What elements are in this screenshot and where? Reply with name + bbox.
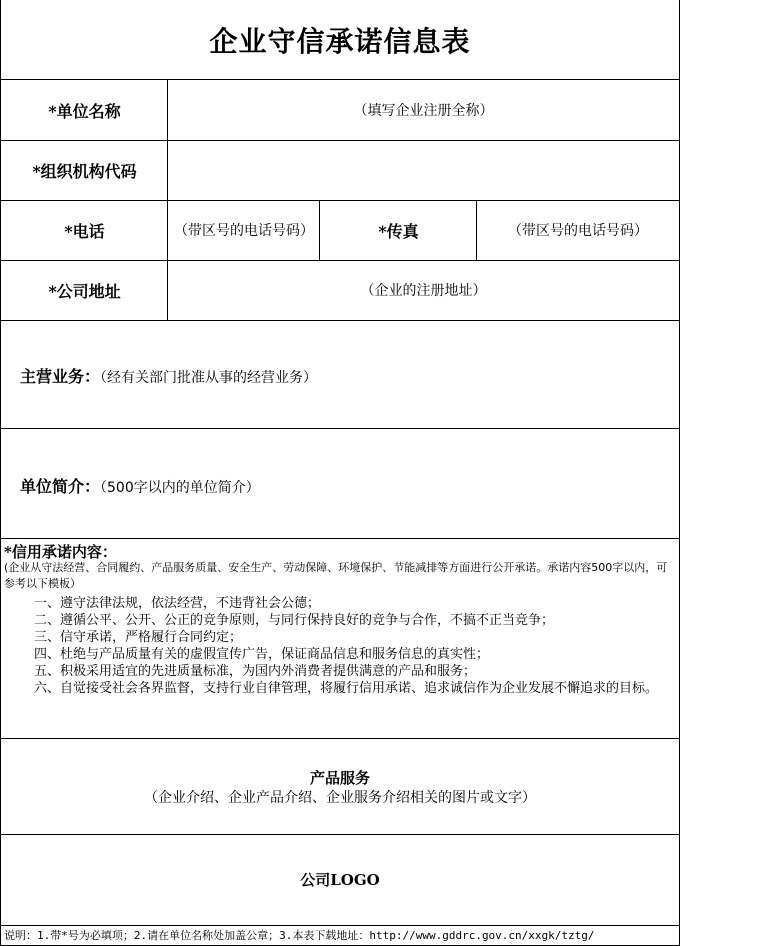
credit-item: 四、杜绝与产品质量有关的虚假宣传广告，保证商品信息和服务信息的真实性； bbox=[34, 647, 490, 662]
credit-item: 二、遵循公平、公开、公正的竞争原则，与同行保持良好的竞争与合作，不搞不正当竞争； bbox=[34, 613, 555, 628]
address-field[interactable]: （企业的注册地址） bbox=[167, 260, 680, 321]
profile-hint: （500字以内的单位简介） bbox=[100, 480, 260, 496]
credit-item: 三、信守承诺，严格履行合同约定； bbox=[34, 630, 243, 645]
phone-label: *电话 bbox=[0, 200, 168, 261]
form-title: 企业守信承诺信息表 bbox=[0, 0, 680, 80]
footer-note: 说明：1.带*号为必填项；2.请在单位名称处加盖公章；3.本表下载地址：http://www.gddrc.gov.cn/xxgk/tztg/ bbox=[0, 926, 680, 946]
credit-item: 五、积极采用适宜的先进质量标准，为国内外消费者提供满意的产品和服务； bbox=[34, 664, 477, 679]
phone-field[interactable]: （带区号的电话号码） bbox=[167, 200, 320, 261]
main-business-section[interactable] bbox=[0, 320, 680, 429]
main-business-label: 主营业务： bbox=[20, 367, 101, 386]
main-business-hint: （经有关部门批准从事的经营业务） bbox=[100, 370, 318, 386]
products-title: 产品服务 bbox=[309, 769, 370, 787]
org-code-field[interactable] bbox=[167, 140, 680, 201]
products-hint: （企业介绍、企业产品介绍、企业服务介绍相关的图片或文字） bbox=[144, 790, 536, 806]
credit-intro: (企业从守法经营、合同履约、产品服务质量、安全生产、劳动保障、环境保护、节能减排等方面进行公开承诺。承诺内容500字以内，可参考以下模板） bbox=[4, 561, 668, 590]
credit-section[interactable] bbox=[0, 538, 680, 739]
logo-label: 公司LOGO bbox=[300, 871, 380, 889]
logo-section[interactable] bbox=[0, 834, 680, 926]
credit-item: 六、自觉接受社会各界监督，支持行业自律管理，将履行信用承诺、追求诚信作为企业发展不懈追求的目标。 bbox=[34, 681, 659, 696]
credit-item: 一、遵守法律法规，依法经营，不违背社会公德； bbox=[34, 596, 321, 611]
org-code-label: *组织机构代码 bbox=[0, 140, 168, 201]
credit-items bbox=[4, 595, 678, 697]
address-label: *公司地址 bbox=[0, 260, 168, 321]
fax-field[interactable]: （带区号的电话号码） bbox=[476, 200, 680, 261]
profile-section[interactable] bbox=[0, 428, 680, 539]
company-name-field[interactable]: （填写企业注册全称） bbox=[167, 80, 680, 141]
fax-label: *传真 bbox=[319, 200, 477, 261]
credit-label: *信用承诺内容： bbox=[4, 543, 117, 561]
products-section[interactable] bbox=[0, 738, 680, 835]
profile-label: 单位简介： bbox=[20, 477, 101, 496]
company-name-label: *单位名称 bbox=[0, 80, 168, 141]
